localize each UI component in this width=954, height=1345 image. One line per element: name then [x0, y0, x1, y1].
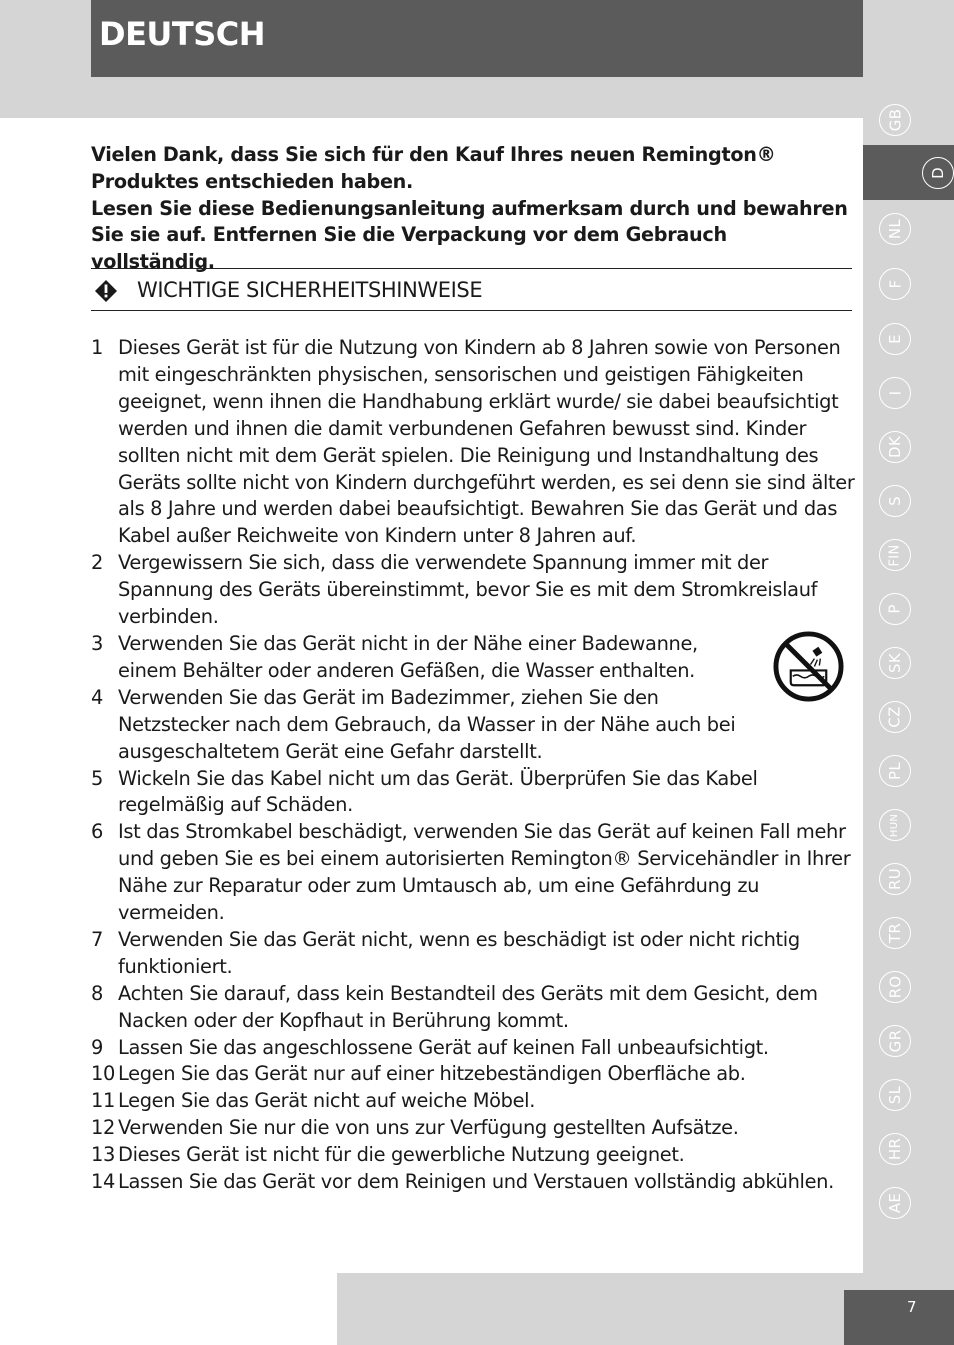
- list-item: 12 Verwenden Sie nur die von uns zur Verfügung gestellten Aufsätze.: [91, 1116, 739, 1140]
- language-tab-hr[interactable]: HR: [879, 1133, 911, 1165]
- intro-thanks: Vielen Dank, dass Sie sich für den Kauf Ihres neuen Remington® Produktes entschieden haben.: [91, 143, 776, 193]
- list-item: 11 Legen Sie das Gerät nicht auf weiche Möbel.: [91, 1089, 536, 1113]
- list-item: 6 Ist das Stromkabel beschädigt, verwenden Sie das Gerät auf keinen Fall mehr und geben Sie es bei einem autorisierten Remington® Servicehändler in Ihrer Nähe zur Reparatur oder zum Umtausch ab, um eine Gefährdung zu vermeiden.: [91, 820, 851, 925]
- language-tab-nl[interactable]: NL: [879, 213, 911, 245]
- list-item: 1 Dieses Gerät ist für die Nutzung von Kindern ab 8 Jahren sowie von Personen mit eingeschränkten physischen, sensorischen und geistigen Fähigkeiten geeignet, wenn ihnen die Handhabung erklärt wurde/ sie dabei beaufsichtigt werden und ihnen die damit verbundenen Gefahren bewusst sind. Kinder sollten nicht mit dem Gerät spielen. Die Reinigung und Instandhaltung des Geräts sollte nicht von Kindern durchgeführt werden, es sei denn sie sind älter als 8 Jahre und werden dabei beaufsichtigt. Bewahren Sie das Gerät und das Kabel außer Reichweite von Kindern unter 8 Jahren auf.: [91, 336, 855, 548]
- language-tab-sk[interactable]: SK: [879, 647, 911, 679]
- language-tab-f[interactable]: F: [879, 268, 911, 300]
- list-item: 3 Verwenden Sie das Gerät nicht in der Nähe einer Badewanne, einem Behälter oder anderen Gefäßen, die Wasser enthalten.: [91, 631, 698, 682]
- section-title: WICHTIGE SICHERHEITSHINWEISE: [137, 278, 483, 302]
- language-tab-ro[interactable]: RO: [879, 971, 911, 1003]
- language-tab-ru[interactable]: RU: [879, 863, 911, 895]
- language-tab-ae[interactable]: AE: [879, 1187, 911, 1219]
- language-tab-dk[interactable]: DK: [879, 431, 911, 463]
- language-tab-cz[interactable]: CZ: [879, 701, 911, 733]
- list-item: 13 Dieses Gerät ist nicht für die gewerbliche Nutzung geeignet.: [91, 1143, 685, 1167]
- warning-icon: [94, 279, 118, 303]
- language-tab-d[interactable]: D: [863, 145, 954, 200]
- list-item: 2 Vergewissern Sie sich, dass die verwendete Spannung immer mit der Spannung des Geräts übereinstimmt, bevor Sie es mit dem Stromkreislauf verbinden.: [91, 551, 818, 629]
- intro-instructions: Lesen Sie diese Bedienungsanleitung aufmerksam durch und bewahren Sie sie auf. Entfernen Sie die Verpackung vor dem Gebrauch vollständig.: [91, 196, 848, 274]
- language-tab-e[interactable]: E: [879, 323, 911, 355]
- language-tab-gb[interactable]: GB: [879, 104, 911, 136]
- section-heading: [91, 268, 852, 311]
- page-title: DEUTSCH: [99, 15, 266, 53]
- list-item: 9 Lassen Sie das angeschlossene Gerät auf keinen Fall unbeaufsichtigt.: [91, 1035, 769, 1059]
- list-item: 5 Wickeln Sie das Kabel nicht um das Gerät. Überprüfen Sie das Kabel regelmäßig auf Schäden.: [91, 766, 758, 817]
- language-tab-tr[interactable]: TR: [879, 917, 911, 949]
- language-tab-pl[interactable]: PL: [879, 755, 911, 787]
- safety-list: [91, 335, 856, 1196]
- list-item: 7 Verwenden Sie das Gerät nicht, wenn es beschädigt ist oder nicht richtig funktioniert.: [91, 927, 800, 978]
- list-item: 14 Lassen Sie das Gerät vor dem Reinigen und Verstauen vollständig abkühlen.: [91, 1170, 834, 1194]
- page-number: 7: [907, 1298, 917, 1316]
- list-item: 8 Achten Sie darauf, dass kein Bestandteil des Geräts mit dem Gesicht, dem Nacken oder der Kopfhaut in Berührung kommt.: [91, 981, 818, 1032]
- page-number-box: [844, 1290, 954, 1345]
- language-tab-hun[interactable]: HUN: [879, 809, 911, 841]
- list-item: 10 Legen Sie das Gerät nur auf einer hitzebeständigen Oberfläche ab.: [91, 1062, 746, 1086]
- language-tab-i[interactable]: I: [879, 377, 911, 409]
- language-tab-p[interactable]: P: [879, 593, 911, 625]
- language-tabs: [863, 88, 954, 1228]
- language-tab-sl[interactable]: SL: [879, 1079, 911, 1111]
- language-tab-gr[interactable]: GR: [879, 1025, 911, 1057]
- no-bathtub-icon: [773, 631, 844, 702]
- header-bar: [91, 0, 863, 77]
- intro-text: [91, 142, 851, 276]
- footer-panel: [0, 1273, 337, 1345]
- language-tab-s[interactable]: S: [879, 485, 911, 517]
- language-tab-fin[interactable]: FIN: [879, 539, 911, 571]
- list-item: 4 Verwenden Sie das Gerät im Badezimmer, ziehen Sie den Netzstecker nach dem Gebrauch, da Wasser in der Nähe auch bei ausgeschaltetem Gerät eine Gefahr darstellt.: [91, 685, 736, 763]
